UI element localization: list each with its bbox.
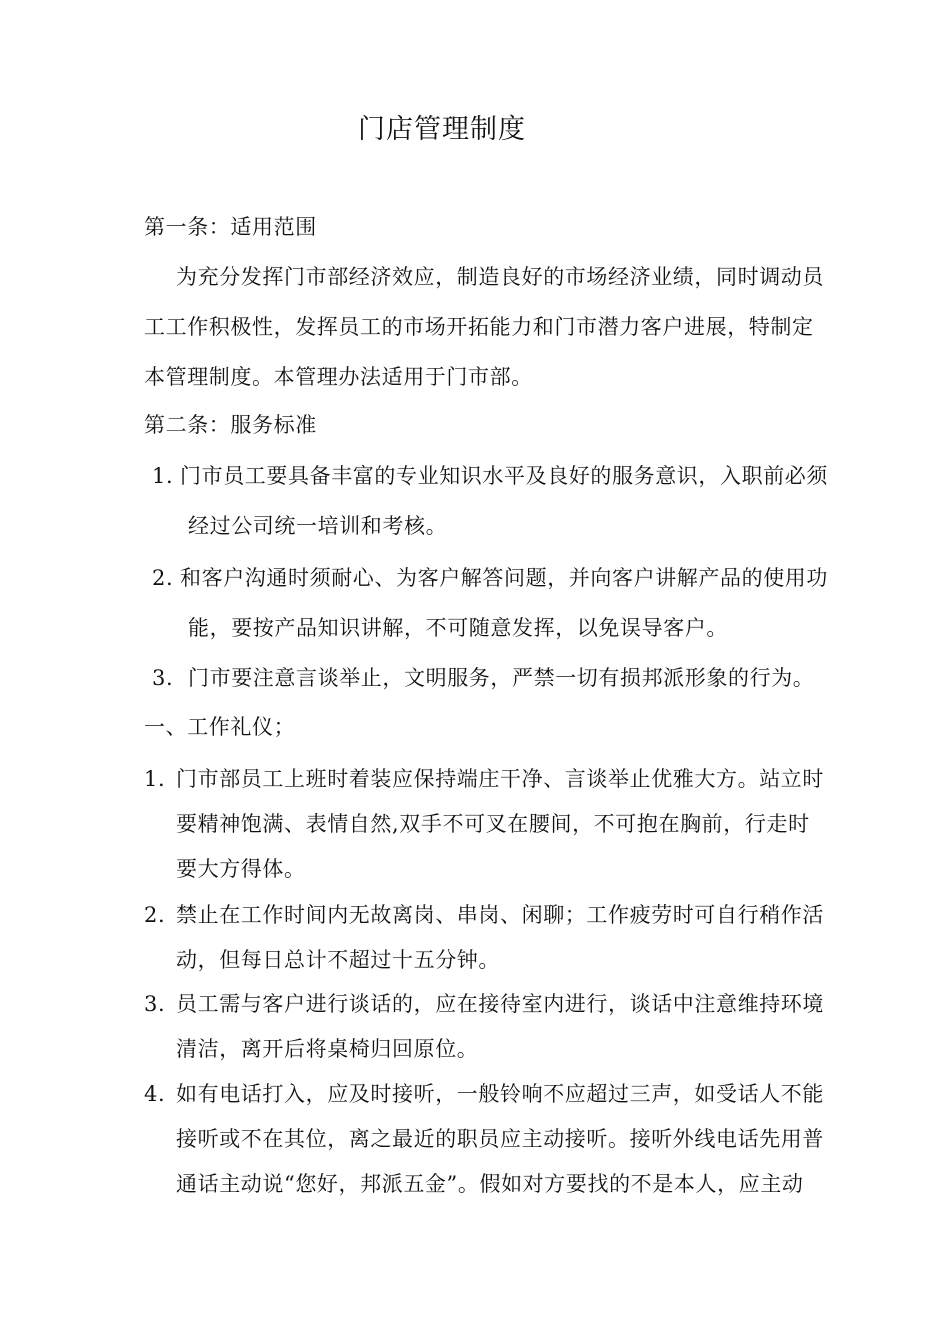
list-item-line: 清洁，离开后将桌椅归回原位。 bbox=[176, 1037, 479, 1061]
list-item-line: 如有电话打入，应及时接听，一般铃响不应超过三声，如受话人不能 bbox=[176, 1082, 824, 1106]
list-item-number: 2. bbox=[152, 566, 174, 590]
article-2-heading: 第二条：服务标准 bbox=[144, 413, 317, 437]
document-title: 门店管理制度 bbox=[358, 114, 526, 145]
list-item-line: 要精神饱满、表情自然,双手不可叉在腰间，不可抱在胸前，行走时 bbox=[176, 812, 810, 836]
list-item-line: 禁止在工作时间内无故离岗、串岗、闲聊；工作疲劳时可自行稍作活 bbox=[176, 903, 824, 927]
section-1-heading: 一、工作礼仪； bbox=[144, 715, 296, 739]
list-item-line: 门市要注意言谈举止，文明服务，严禁一切有损邦派形象的行为。 bbox=[188, 666, 815, 690]
list-item-line: 和客户沟通时须耐心、为客户解答问题，并向客户讲解产品的使用功 bbox=[180, 566, 828, 590]
list-item-number: 3. bbox=[152, 666, 174, 690]
list-item-line: 动，但每日总计不超过十五分钟。 bbox=[176, 948, 500, 972]
list-item-line: 通话主动说“您好，邦派五金”。假如对方要找的不是本人，应主动 bbox=[176, 1172, 804, 1196]
article-1-paragraph-line: 为充分发挥门市部经济效应，制造良好的市场经济业绩，同时调动员 bbox=[176, 265, 824, 289]
list-item-number: 3. bbox=[144, 992, 166, 1016]
article-1-paragraph-line: 工工作积极性，发挥员工的市场开拓能力和门市潜力客户进展，特制定 bbox=[144, 315, 814, 339]
list-item-line: 能，要按产品知识讲解，不可随意发挥，以免误导客户。 bbox=[188, 616, 728, 640]
list-item-line: 员工需与客户进行谈话的，应在接待室内进行，谈话中注意维持环境 bbox=[176, 992, 824, 1016]
list-item-line: 要大方得体。 bbox=[176, 857, 306, 881]
list-item-number: 1. bbox=[152, 464, 174, 488]
list-item-line: 门市部员工上班时着装应保持端庄干净、言谈举止优雅大方。站立时 bbox=[176, 767, 824, 791]
list-item-line: 接听或不在其位，离之最近的职员应主动接听。接听外线电话先用普 bbox=[176, 1127, 824, 1151]
article-1-paragraph-line: 本管理制度。本管理办法适用于门市部。 bbox=[144, 365, 533, 389]
list-item-line: 经过公司统一培训和考核。 bbox=[188, 514, 448, 538]
list-item-number: 4. bbox=[144, 1082, 166, 1106]
list-item-line: 门市员工要具备丰富的专业知识水平及良好的服务意识，入职前必须 bbox=[180, 464, 828, 488]
article-1-heading: 第一条：适用范围 bbox=[144, 215, 317, 239]
list-item-number: 1. bbox=[144, 767, 166, 791]
list-item-number: 2. bbox=[144, 903, 166, 927]
